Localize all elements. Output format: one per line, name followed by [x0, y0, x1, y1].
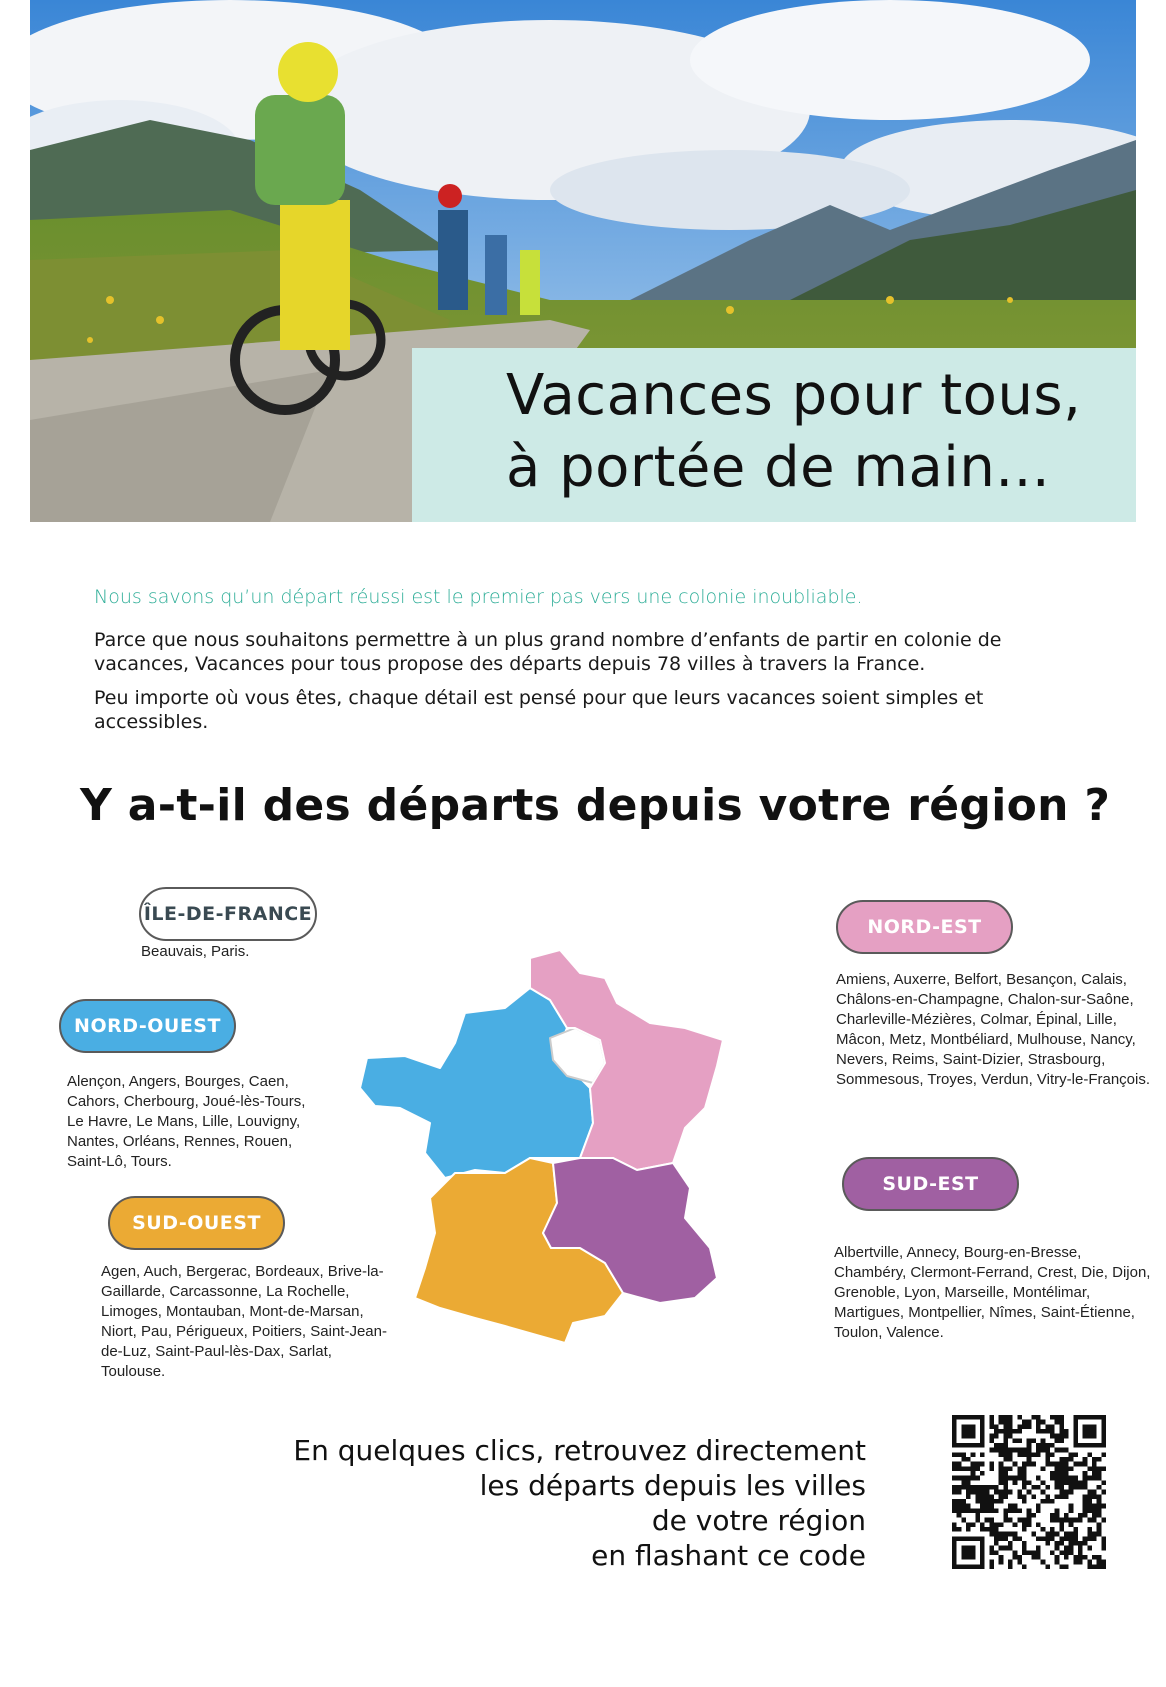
- cta-line4: en flashant ce code: [591, 1539, 866, 1572]
- region-cities-nord-ouest: Alençon, Angers, Bourges, Caen, Cahors, Cherbourg, Joué-lès-Tours, Le Havre, Le Mans, Lille, Louvigny, Nantes, Orléans, Rennes, Rouen, Saint-Lô, Tours.: [67, 1073, 306, 1170]
- hero-title-line1: Vacances pour tous,: [506, 363, 1082, 428]
- intro-lead: Nous savons qu’un départ réussi est le premier pas vers une colonie inoubliable.: [94, 586, 863, 608]
- region-cities-nord-est: Amiens, Auxerre, Belfort, Besançon, Calais, Châlons-en-Champagne, Chalon-sur-Saône, Charleville-Mézières, Colmar, Épinal, Lille, Mâcon, Metz, Montbéliard, Mulhouse, Nancy, Nevers, Reims, Saint-Dizier, Strasbourg, Sommesous, Troyes, Verdun, Vitry-le-François.: [836, 971, 1151, 1088]
- cta-line3: de votre région: [651, 1504, 866, 1537]
- qr-call-to-action: [250, 1433, 866, 1573]
- region-pill-sud-ouest: SUD-OUEST: [108, 1196, 285, 1250]
- hero-title: [506, 360, 1126, 504]
- region-pill-nord-ouest: NORD-OUEST: [59, 999, 236, 1053]
- region-pill-sud-est: SUD-EST: [842, 1157, 1019, 1211]
- intro-paragraph-2: Peu importe où vous êtes, chaque détail est pensé pour que leurs vacances soient simples et accessibles.: [94, 687, 984, 733]
- cta-line2: les départs depuis les villes: [479, 1469, 866, 1502]
- hero-title-line2: à portée de main...: [506, 435, 1051, 500]
- intro-paragraph-1: Parce que nous souhaitons permettre à un plus grand nombre d’enfants de partir en colonie de vacances, Vacances pour tous propose des départs depuis 78 villes à travers la France.: [94, 629, 1002, 675]
- cta-line1: En quelques clics, retrouvez directement: [293, 1434, 866, 1467]
- qr-code-icon[interactable]: [952, 1415, 1106, 1569]
- intro: [94, 586, 1094, 744]
- map-region-nord-ouest: [360, 988, 593, 1178]
- france-map: [355, 948, 785, 1368]
- region-pill-ile-de-france: ÎLE-DE-FRANCE: [139, 887, 317, 941]
- region-pill-nord-est: NORD-EST: [836, 900, 1013, 954]
- section-title: Y a-t-il des départs depuis votre région ?: [80, 780, 1111, 831]
- region-cities-sud-ouest: Agen, Auch, Bergerac, Bordeaux, Brive-la-Gaillarde, Carcassonne, La Rochelle, Limoges, Montauban, Mont-de-Marsan, Niort, Pau, Périgueux, Poitiers, Saint-Jean-de-Luz, Saint-Paul-lès-Dax, Sarlat, Toulouse.: [101, 1263, 387, 1380]
- region-cities-ile-de-france: Beauvais, Paris.: [141, 943, 250, 960]
- region-cities-sud-est: Albertville, Annecy, Bourg-en-Bresse, Chambéry, Clermont-Ferrand, Crest, Die, Dijon, Grenoble, Lyon, Marseille, Montélimar, Martigues, Montpellier, Nîmes, Saint-Étienne, Toulon, Valence.: [834, 1244, 1151, 1341]
